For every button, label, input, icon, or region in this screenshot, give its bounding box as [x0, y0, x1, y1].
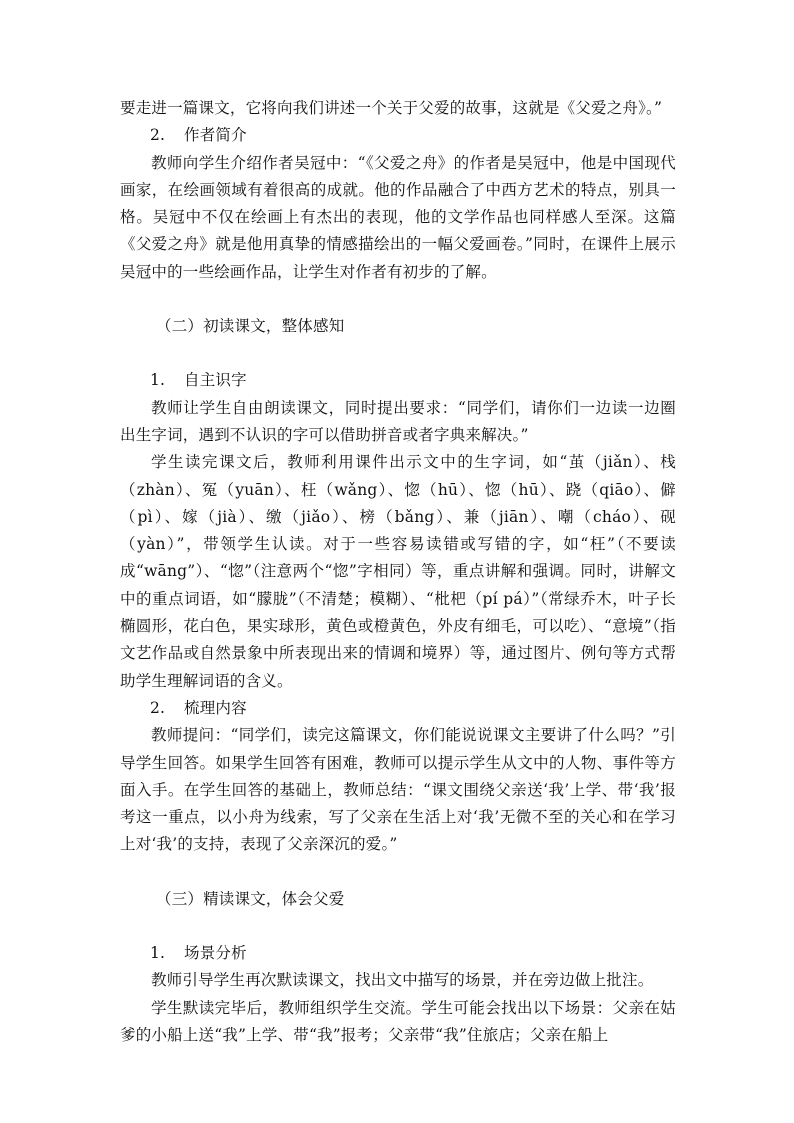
list-number: 2.: [150, 698, 166, 717]
scene-paragraph-2: 学生默读完毕后，教师组织学生交流。学生可能会找出以下场景：父亲在姑爹的小船上送“我”上学、带“我”报考；父亲带“我”住旅店；父亲在船上: [120, 998, 676, 1044]
list-item-literacy: [120, 367, 676, 394]
section-heading-3: （三）精读课文，体会父爱: [156, 889, 345, 908]
intro-paragraph-end: 要走进一篇课文，它将向我们讲述一个关于父爱的故事，这就是《父爱之舟》。”: [120, 99, 663, 117]
list-number: 2.: [150, 126, 166, 145]
scene-paragraph-1: 教师引导学生再次默读课文，找出文中描写的场景，并在旁边做上批注。: [151, 971, 654, 990]
section-heading-2: （二）初读课文，整体感知: [156, 317, 345, 336]
list-item-scene-analysis: [120, 940, 676, 967]
list-item-title: 作者简介: [184, 126, 247, 145]
literacy-paragraph-2: 学生读完课文后，教师利用课件出示文中的生字词，如“茧（jiǎn）、栈（zhàn）、冤（yuān）、枉（wǎng）、惚（hū）、惚（hū）、跷（qiāo）、僻（pì）、嫁（jià）、缴（jiǎo）、榜（bǎng）、兼（jiān）、嘲（cháo）、砚（yàn）”，带领学生认读。对于一些容易读错或写错的字，如“枉”（不要读成“wāng”）、“惚”（注意两个“惚”字相同）等，重点讲解和强调。同时，讲解文中的重点词语，如“朦胧”（不清楚；模糊）、“枇杷（pí pá）”（常绿乔木，叶子长椭圆形，花白色，果实球形，黄色或橙黄色，外皮有细毛，可以吃）、“意境”（指文艺作品或自然景象中所表现出来的情调和境界）等，通过图片、例句等方式帮助学生理解词语的含义。: [120, 453, 676, 690]
list-number: 1.: [150, 371, 166, 390]
document-body: [120, 95, 676, 1049]
list-item-author-intro: [120, 122, 676, 149]
list-number: 1.: [150, 944, 166, 963]
sort-paragraph: 教师提问：“同学们，读完这篇课文，你们能说说课文主要讲了什么吗？”引导学生回答。如果学生回答有困难，教师可以提示学生从文中的人物、事件等方面入手。在学生回答的基础上，教师总结：“课文围绕父亲送‘我’上学、带‘我’报考这一重点，以小舟为线索，写了父亲在生活上对‘我’无微不至的关心和在学习上对‘我’的支持，表现了父亲深沉的爱。”: [120, 726, 676, 854]
author-paragraph: 教师向学生介绍作者吴冠中：“《父爱之舟》的作者是吴冠中，他是中国现代画家，在绘画领域有着很高的成就。他的作品融合了中西方艺术的特点，别具一格。吴冠中不仅在绘画上有杰出的表现，他的文学作品也同样感人至深。这篇《父爱之舟》就是他用真挚的情感描绘出的一幅父爱画卷。”同时，在课件上展示吴冠中的一些绘画作品，让学生对作者有初步的了解。: [120, 153, 676, 281]
literacy-paragraph-1: 教师让学生自由朗读课文，同时提出要求：“同学们，请你们一边读一边圈出生字词，遇到不认识的字可以借助拼音或者字典来解决。”: [120, 398, 676, 444]
list-item-title: 场景分析: [184, 944, 247, 963]
list-item-title: 自主识字: [184, 371, 247, 390]
list-item-sort-content: [120, 695, 676, 722]
list-item-title: 梳理内容: [184, 698, 247, 717]
